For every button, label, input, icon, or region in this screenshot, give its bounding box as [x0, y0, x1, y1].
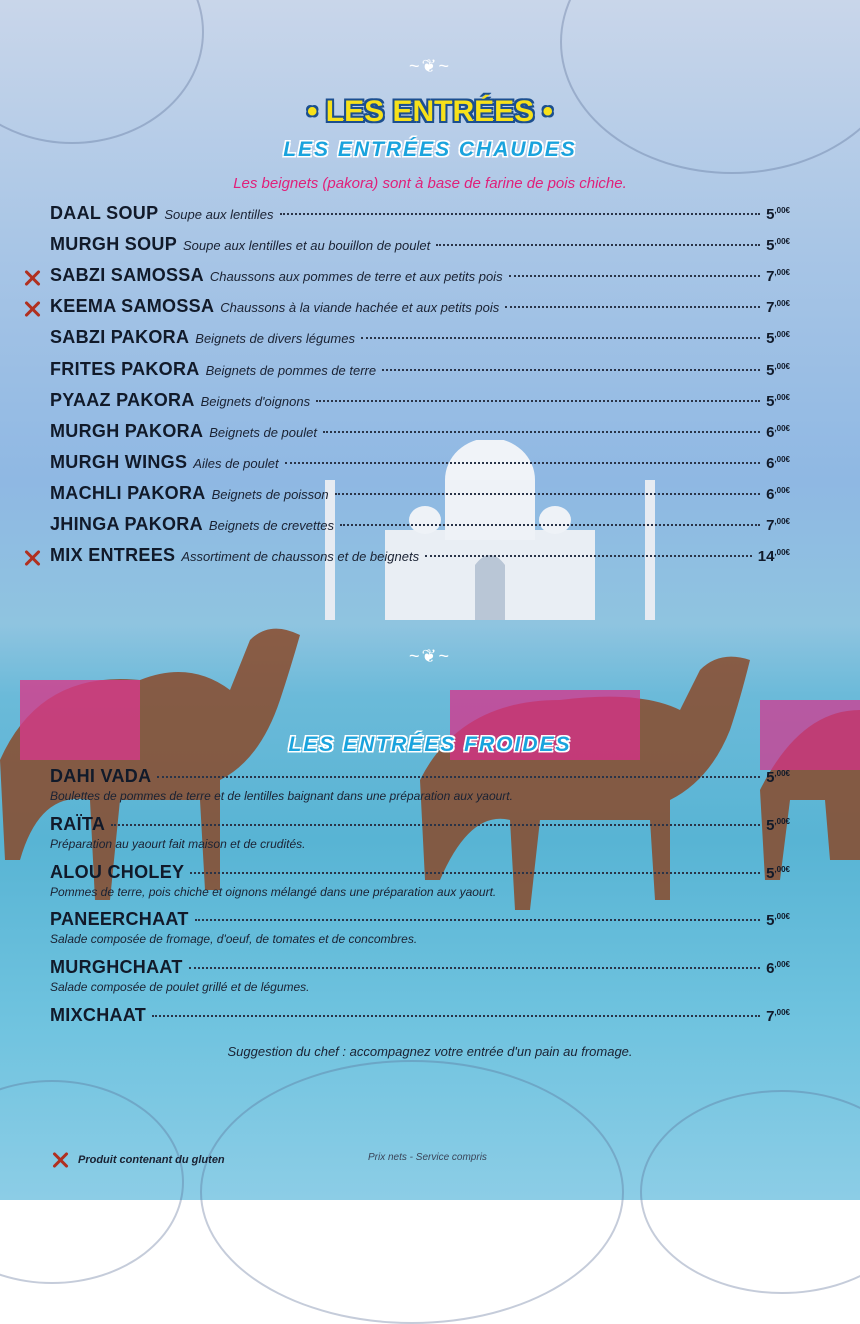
menu-item [50, 862, 790, 886]
menu-item [50, 1005, 790, 1029]
price-cents: ,00€ [774, 548, 790, 558]
gluten-icon [22, 548, 42, 568]
dot-leader [190, 872, 760, 874]
item-price [758, 548, 790, 565]
gluten-legend [50, 1150, 225, 1170]
item-description: Boulettes de pommes de terre et de lentilles baignant dans une préparation aux yaourt. [50, 789, 513, 803]
price-euros: 7 [766, 1008, 775, 1025]
gluten-icon [22, 268, 42, 288]
menu-item [50, 327, 790, 351]
item-price [766, 1008, 790, 1025]
item-description: Soupe aux lentilles et au bouillon de poulet [183, 238, 431, 254]
item-name: KEEMA SAMOSSA [50, 296, 215, 317]
item-description: Beignets de poulet [209, 424, 317, 440]
gluten-icon [50, 1150, 70, 1170]
item-price [766, 330, 790, 347]
item-description: Beignets de divers légumes [195, 331, 355, 347]
item-description: Beignets de crevettes [208, 518, 334, 533]
price-cents: ,00€ [774, 517, 790, 526]
dot-leader [425, 555, 752, 557]
item-name: SABZI PAKORA [50, 327, 190, 348]
page-title: • LES ENTRÉES • [306, 95, 554, 128]
dot-leader [195, 919, 760, 921]
item-price [766, 769, 790, 786]
item-description: Beignets de pommes de terre [205, 362, 377, 378]
item-price [766, 517, 790, 534]
item-description: Salade composée de fromage, d'oeuf, de tomates et de concombres. [50, 932, 418, 946]
item-description: Chaussons aux pommes de terre et aux petits pois [209, 269, 503, 285]
item-price [766, 817, 790, 834]
price-note: Prix nets - Service compris [368, 1152, 487, 1163]
dot-leader [316, 400, 760, 402]
price-cents: ,00€ [774, 1008, 790, 1017]
price-cents: ,00€ [774, 237, 790, 247]
item-name: DAHI VADA [50, 766, 152, 786]
item-price [766, 393, 790, 410]
dot-leader [361, 337, 760, 339]
item-name: MURGH PAKORA [50, 420, 204, 441]
menu-item [50, 545, 790, 569]
dot-leader [509, 275, 761, 277]
price-euros: 5 [766, 769, 775, 786]
price-euros: 5 [766, 912, 775, 929]
item-name: MURGH WINGS [50, 451, 188, 472]
item-name: FRITES PAKORA [50, 358, 200, 379]
price-cents: ,00€ [774, 423, 790, 433]
item-price [766, 362, 790, 379]
menu-item [50, 814, 790, 838]
menu-item [50, 265, 790, 289]
price-cents: ,00€ [774, 454, 790, 464]
item-name: RAÏTA [50, 814, 106, 834]
price-euros: 14 [757, 548, 775, 566]
item-price [766, 424, 790, 441]
dot-leader [111, 824, 760, 826]
price-euros: 6 [766, 454, 775, 472]
item-price [766, 865, 790, 882]
ornament-divider: ~❦~ [408, 646, 452, 666]
price-euros: 6 [766, 960, 775, 977]
price-euros: 5 [766, 865, 775, 882]
menu-item [50, 421, 790, 445]
price-cents: ,00€ [774, 299, 790, 309]
dot-leader [157, 776, 760, 778]
price-euros: 5 [766, 817, 775, 834]
item-price [766, 455, 790, 472]
dot-leader [280, 213, 761, 215]
section-heading-hot: LES ENTRÉES CHAUDES [283, 138, 577, 161]
price-euros: 5 [766, 361, 775, 379]
menu-item [50, 390, 790, 414]
menu-item [50, 203, 790, 227]
dot-leader [335, 493, 760, 495]
price-cents: ,00€ [774, 268, 790, 278]
item-name: ALOU CHOLEY [50, 862, 185, 882]
price-cents: ,00€ [774, 392, 790, 402]
item-price [766, 268, 790, 285]
menu-item [50, 766, 790, 790]
price-cents: ,00€ [774, 865, 790, 874]
price-cents: ,00€ [774, 206, 790, 215]
item-description: Chaussons à la viande hachée et aux petits pois [220, 300, 500, 316]
price-cents: ,00€ [774, 960, 790, 969]
price-cents: ,00€ [774, 769, 790, 778]
chef-suggestion: Suggestion du chef : accompagnez votre entrée d'un pain au fromage. [227, 1044, 633, 1059]
price-euros: 6 [766, 423, 775, 441]
menu-item [50, 296, 790, 320]
dot-leader [340, 524, 760, 526]
dot-leader [152, 1015, 760, 1017]
item-description: Assortiment de chaussons et de beignets [181, 549, 420, 565]
dot-leader [505, 306, 760, 308]
item-price [766, 486, 790, 503]
price-euros: 5 [766, 392, 775, 410]
item-description: Beignets de poisson [211, 486, 329, 502]
menu-item [50, 483, 790, 507]
dot-leader [382, 369, 760, 371]
item-description: Beignets d'oignons [200, 393, 311, 409]
menu-item [50, 234, 790, 258]
item-price [766, 912, 790, 929]
item-name: MURGH SOUP [50, 234, 178, 255]
item-price [766, 237, 790, 254]
gluten-legend-text: Produit contenant du gluten [78, 1154, 225, 1166]
dot-leader [436, 244, 760, 246]
item-name: MACHLI PAKORA [50, 482, 206, 503]
item-name: DAAL SOUP [50, 203, 159, 223]
gluten-icon [22, 299, 42, 319]
price-euros: 5 [766, 330, 775, 348]
price-euros: 5 [766, 206, 775, 223]
item-name: JHINGA PAKORA [50, 514, 203, 534]
price-cents: ,00€ [774, 817, 790, 826]
menu-item [50, 957, 790, 981]
item-description: Ailes de poulet [193, 455, 279, 471]
menu-item [50, 909, 790, 933]
item-price [766, 960, 790, 977]
dot-leader [285, 462, 761, 464]
item-description: Pommes de terre, pois chiche et oignons mélangé dans une préparation aux yaourt. [50, 885, 497, 899]
item-name: PYAAZ PAKORA [50, 389, 195, 410]
ornament-divider: ~❦~ [408, 56, 452, 76]
price-euros: 5 [766, 237, 775, 255]
item-description: Préparation au yaourt fait maison et de crudités. [50, 837, 306, 851]
item-name: MIX ENTREES [50, 545, 176, 566]
menu-item [50, 514, 790, 538]
menu-item [50, 359, 790, 383]
item-description: Salade composée de poulet grillé et de légumes. [50, 980, 310, 994]
price-cents: ,00€ [774, 361, 790, 371]
pakora-note: Les beignets (pakora) sont à base de farine de pois chiche. [233, 175, 627, 192]
price-cents: ,00€ [774, 330, 790, 340]
item-name: MIXCHAAT [50, 1005, 147, 1025]
item-description: Soupe aux lentilles [164, 207, 274, 222]
item-price [766, 206, 790, 223]
price-euros: 7 [766, 517, 775, 534]
menu-item [50, 452, 790, 476]
item-name: PANEERCHAAT [50, 909, 189, 929]
price-euros: 7 [766, 268, 775, 286]
dot-leader [323, 431, 760, 433]
item-name: MURGHCHAAT [50, 957, 183, 977]
price-euros: 7 [766, 299, 775, 317]
dot-leader [189, 967, 760, 969]
price-cents: ,00€ [774, 485, 790, 495]
price-cents: ,00€ [774, 912, 790, 921]
item-price [766, 299, 790, 316]
item-name: SABZI SAMOSSA [50, 265, 204, 286]
price-euros: 6 [766, 485, 775, 503]
section-heading-cold: LES ENTRÉES FROIDES [288, 733, 572, 756]
